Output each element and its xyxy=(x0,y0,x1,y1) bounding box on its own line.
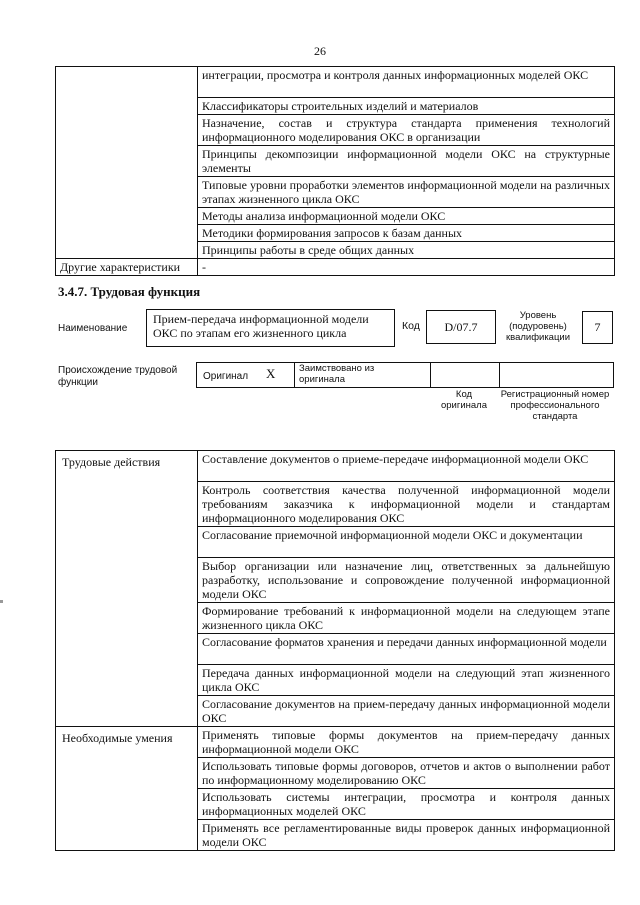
skill-item: Применять типовые формы документов на прием-передачу данных информационной модели ОКС xyxy=(198,727,615,758)
code-box xyxy=(426,310,496,344)
action-item: Формирование требований к информационной модели на следующем этапе жизненного цикла ОКС xyxy=(198,603,615,634)
scan-mark xyxy=(0,600,3,603)
function-name-box xyxy=(146,309,395,347)
function-name-value: Прием-передача информационной модели ОКС по этапам его жизненного цикла xyxy=(153,312,369,340)
skill-item: Применять все регламентированные виды проверок данных информационной модели ОКС xyxy=(198,820,615,851)
knowledge-item: интеграции, просмотра и контроля данных информационных моделей ОКС xyxy=(198,67,615,98)
knowledge-item: Методики формирования запросов к базам данных xyxy=(198,225,615,242)
knowledge-item: Принципы декомпозиции информационной модели ОКС на структурные элементы xyxy=(198,146,615,177)
level-box xyxy=(582,311,613,344)
page-number: 26 xyxy=(314,44,326,58)
code-label: Код xyxy=(402,320,420,332)
code-original-caption: Код оригинала xyxy=(440,389,487,411)
skill-item: Использовать типовые формы договоров, отчетов и актов о выполнении работ по информационному моделированию ОКС xyxy=(198,758,615,789)
original-mark: X xyxy=(266,366,276,381)
action-item: Согласование форматов хранения и передачи данных информационной модели xyxy=(198,634,615,665)
knowledge-item: Типовые уровни проработки элементов информационной модели на различных этапах жизненного цикла ОКС xyxy=(198,177,615,208)
action-item: Составление документов о приеме-передаче информационной модели ОКС xyxy=(198,451,615,482)
code-value: D/07.7 xyxy=(444,320,478,334)
section-heading: 3.4.7. Трудовая функция xyxy=(58,284,201,299)
action-item: Согласование документов на прием-передачу данных информационной модели ОКС xyxy=(198,696,615,727)
knowledge-label-cell xyxy=(56,67,198,259)
original-label: Оригинал xyxy=(203,371,249,382)
knowledge-item: Классификаторы строительных изделий и материалов xyxy=(198,98,615,115)
function-table xyxy=(55,450,615,851)
action-item: Согласование приемочной информационной модели ОКС и документации xyxy=(198,527,615,558)
origin-label: Происхождение трудовой функции xyxy=(58,365,178,388)
action-item: Контроль соответствия качества полученной информационной модели требованиям заказчика к информационной модели и стандартам информационного моделирования ОКС xyxy=(198,482,615,527)
borrowed-label: Заимствовано из оригинала xyxy=(299,363,375,385)
registration-caption: Регистрационный номер профессионального стандарта xyxy=(500,389,610,422)
knowledge-item: Принципы работы в среде общих данных xyxy=(198,242,615,259)
action-item: Выбор организации или назначение лиц, ответственных за дальнейшую разработку, использование и сопровождение полученной информационной модели ОКС xyxy=(198,558,615,603)
other-characteristics-value: - xyxy=(198,259,615,276)
other-characteristics-label: Другие характеристики xyxy=(56,259,198,276)
level-value: 7 xyxy=(594,320,601,334)
skill-item: Использовать системы интеграции, просмотра и контроля данных информационных моделей ОКС xyxy=(198,789,615,820)
knowledge-table xyxy=(55,66,615,276)
level-label: Уровень (подуровень) квалификации xyxy=(505,310,571,343)
skills-label: Необходимые умения xyxy=(56,727,198,851)
name-label: Наименование xyxy=(58,323,128,334)
actions-label: Трудовые действия xyxy=(56,451,198,727)
knowledge-item: Методы анализа информационной модели ОКС xyxy=(198,208,615,225)
action-item: Передача данных информационной модели на следующий этап жизненного цикла ОКС xyxy=(198,665,615,696)
knowledge-item: Назначение, состав и структура стандарта применения технологий информационного моделирования ОКС в организации xyxy=(198,115,615,146)
